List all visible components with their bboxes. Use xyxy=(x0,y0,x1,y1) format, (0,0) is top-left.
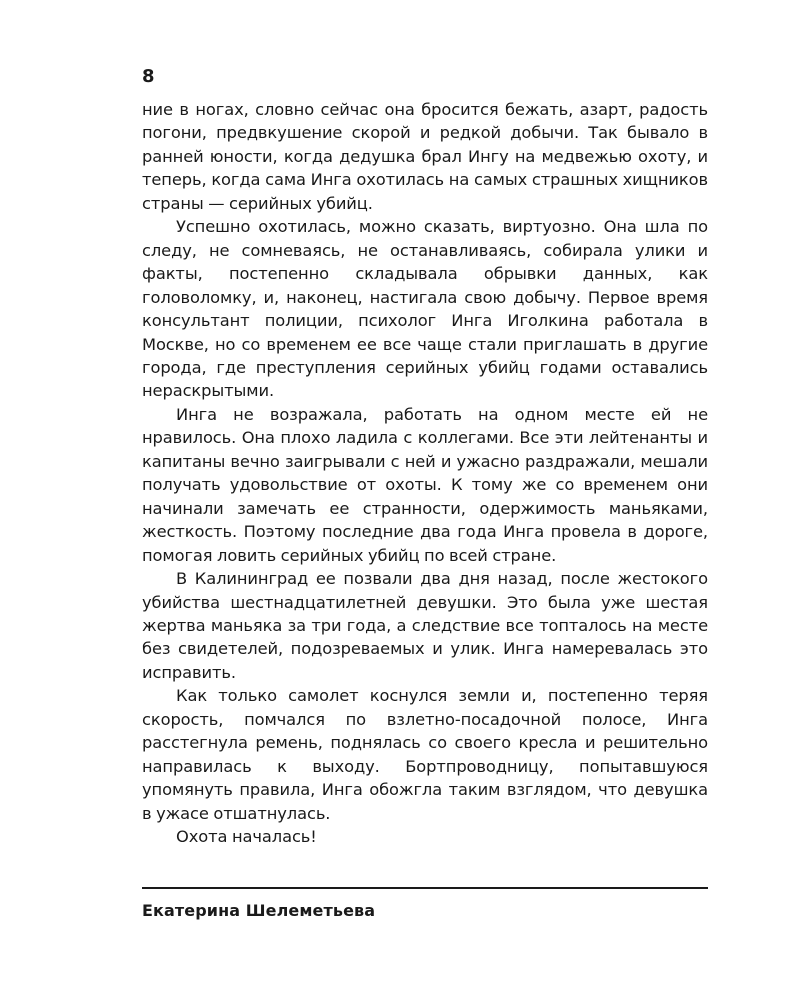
running-footer-author: Екатерина Шелеметьева xyxy=(142,901,376,920)
paragraph-1: ние в ногах, словно сейчас она бросится бежать, азарт, радость погони, предвкушение скорой и редкой добычи. Так бывало в ранней юности, когда дедушка брал Ингу на медвежью охоту, и теперь, когда сама Инга охотилась на самых страшных хищников страны — серийных убийц. xyxy=(142,100,708,213)
paragraph-6: Охота началась! xyxy=(176,827,317,847)
page-number: 8 xyxy=(142,66,155,87)
paragraph-5: Как только самолет коснулся земли и, постепенно теряя скорость, помчался по взлетно-посадочной полосе, Инга расстегнула ремень, поднялась со своего кресла и решительно направилась к выходу. Бортпроводницу, попытавшуюся упомянуть правила, Инга обожгла таким взглядом, что девушка в ужасе отшатнулась. xyxy=(142,686,708,823)
paragraph-3: Инга не возражала, работать на одном месте ей не нравилось. Она плохо ладила с коллегами. Все эти лейтенанты и капитаны вечно заигрывали с ней и ужасно раздражали, мешали получать удовольствие от охоты. К тому же со временем они начинали замечать ее странности, одержимость маньяками, жесткость. Поэтому последние два года Инга провела в дороге, помогая ловить серийных убийц по всей стране. xyxy=(142,404,708,565)
paragraph-2: Успешно охотилась, можно сказать, виртуозно. Она шла по следу, не сомневаясь, не останавливаясь, собирала улики и факты, постепенно складывала обрывки данных, как головоломку, и, наконец, настигала свою добычу. Первое время консультант полиции, психолог Инга Иголкина работала в Москве, но со временем ее все чаще стали приглашать в другие города, где преступления серийных убийц годами оставались нераскрытыми. xyxy=(142,217,708,401)
paragraph-4: В Калининград ее позвали два дня назад, после жестокого убийства шестнадцатилетней девушки. Это была уже шестая жертва маньяка за три года, а следствие все топталось на месте без свидетелей, подозреваемых и улик. Инга намеревалась это исправить. xyxy=(142,569,708,682)
footer-divider xyxy=(142,887,708,889)
body-text xyxy=(142,98,708,849)
